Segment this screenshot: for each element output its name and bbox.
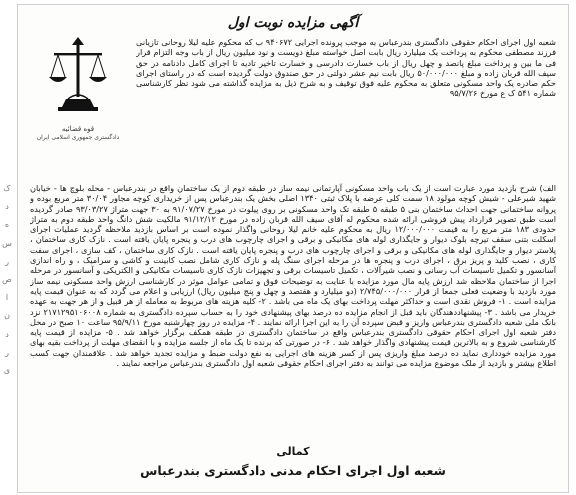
margin-char: ی — [3, 365, 11, 375]
emblem-department-label: دادگستری جمهوری اسلامی ایران — [36, 134, 120, 141]
emblem-court-label: قوه قضائیه — [61, 125, 95, 133]
notice-paragraph-details: الف) شرح بازدید مورد عبارت است از یک باب واحد مسکونی آپارتمانی نیمه ساز در طبقه دوم از یک ساختمان واقع در بندرعباس - محله بلوچ ها - خیابان شهید شیرعلی - شیش کوچه مولود ۱۸ سمت کلی عرضه با پلاک ثبتی ۱۳۴۰ اصلی بخش یک بندرعباس پس از خریداری کوچه مجاور ۳۰/۰۴ متر مربع بوده و پروانه ساختمانی جهت احداث ساختمان بنی ۵ طبقه ۵ طبقه تک واحد مسکونی بر روی پیلوت در مورخ ۹۱/۰۷/۲۷ به ۳۰ جهت متراژ ۹۳/۰۳/۲۷ صادر گردیده است طبق تصویر قرارداد پیش فروشی ارائه شده محکوم له آقای سیف الله قربان زاده در مورخ ۹۱/۱۲/۱۲ مالکیت شش دانگ واحد طبقه دوم به متراژ حدودی ۱۸۳ متر مربع را به قیمت ۱۲/۰۰۰/۰۰۰ ریال به محکوم علیه خانم لیلا روحانی واگذار نموده است بر اساس بازدید ملاحظه گردید عملیات اجرای اسکلت بتنی سقف تیرچه بلوک دیوار و جایگذاری لوله های مکانیکی و برقی و اجرای چارچوب های درب و پنجره پایان یافته است . نازک کاری ساختمان ، پلاستر دیوار و جایگذاری لوله های مکانیکی و برقی و اجرای چارچوب های درب و پنجره پایان یافته است . نازک کاری ساختمان ، کف سازی ، اجرای سفت کاری ، نصب کلید و پریز برق ، اجرای درب و پنجره ها در مرحله اجرای سنگ پله و نازک کاری شامل نصب کابینت و کاشی و سرامیک ، و راه اندازی آسانسور و تکمیل تاسیسات آب رسانی و نصب شیرآلات ، تکمیل تاسیسات برقی و تجهیزات نازک کاری تاسیسات مکانیکی و الکتریکی و آسانسور در مرحله اجرا از ساختمان ملاحظه شد ارزش پایه مال مورد مزایده با عنایت به توضیحات فوق و تمامی عوامل موثر در کارشناسی ارزش واحد مسکونی نیمه ساز مورد بازدید با وضعیت فعلی جمعا از قرار ۲/۷۴۵/۰۰۰/۰۰۰ (دو میلیارد و هفتصد و چهل و پنج میلیون ریال) ارزیابی و اعلام می گردد که به عنوان قیمت پایه مزایده است . ۱- فروش نقدی است و حداکثر مهلت پرداخت بهای یک ماه می باشد . ۲- کلیه هزینه های مربوط به معامله از هر قبیل و از هر جهت به عهده خریدار می باشد . ۳- پیشنهاددهندگان باید قبل از انجام مزایده ده درصد بهای پیشنهادی خود را به حساب سپرده دادگستری به شماره ۲۱۷۱۲۹۵۱۰۶۰۰۸ نزد بانک ملی شعبه دادگستری بندرعباس واریز و قبض سپرده آن را به این اجرا ارائه نمایند . ۴- مزایده در روز چهارشنبه مورخ ۹۵/۹/۱۱ ساعت ۱۰ صبح در محل دفتر شعبه اول اجرای احکام حقوقی دادگستری بندرعباس واقع در ساختمان دادگستری در طبقه همکف برگزار خواهد شد . ۵- مزایده از قیمت پایه کارشناسی شروع و به بالاترین قیمت پیشنهادی واگذار خواهد شد . ۶- در صورتی که برنده تا یک ماه از جلسه مزایده و با انقضای مهلت از پرداخت بقیه بهای مورد مزایده خودداری نماید ده درصد مبلغ واریزی پس از کسر هزینه های اجرایی به نفع دولت ضبط و مزایده تجدید خواهد شد . علاقمندان جهت کسب اطلاع بیشتر و بازدید از ملک موضوع مزایده می توانند به دفتر اجرای احکام حقوقی شعبه اول دادگستری بندرعباس مراجعه نمایند . — [30, 183, 556, 369]
notice-title: آگهی مزایده نوبت اول — [227, 15, 359, 31]
margin-char: ص — [2, 274, 12, 284]
signature-name: کمالی — [276, 445, 310, 458]
signature-office: شعبه اول اجرای احکام مدنی دادگستری بندرعباس — [140, 463, 446, 478]
notice-paragraph-intro: شعبه اول اجرای احکام حقوقی دادگستری بندرعباس به موجب پرونده اجرایی ۹۴۰۶۷۲ ب که محکوم علیه لیلا روحانی تازیانی فرزند مصطفی محکوم به پرداخت یک میلیارد ریال بابت اصل خواسته مبلغ دویست و نود میلیون ریال از باب وجه التزام قرار فی ما بین و پرداخت مبلغ پانصد و چهل ریال از باب خسارت دادرسی و خسارت تاخیر تادیه تا اجرای کامل دادنامه در حق سیف الله قربان زاده و مبلغ ۵۰/۰۰۰/۰۰۰ ریال بابت نیم عشر دولتی در حق صندوق دولت گردیده است که در راستای اجرای حکم صادره یک واحد مسکونی متعلق به محکوم علیه فوق توقیف و به شرح ذیل به مزایده گذاشته می شود نظر کارشناسی شماره ۵۴۱ ک ع مورخ ۹۵/۷/۲۶ — [136, 37, 556, 99]
margin-char: ن — [4, 311, 10, 321]
margin-char: ا — [5, 293, 9, 303]
margin-char: د — [5, 329, 9, 339]
margin-char: د — [5, 202, 9, 212]
scales-of-justice-icon — [46, 33, 110, 119]
margin-char: ر — [5, 256, 9, 266]
margin-char: س — [2, 238, 12, 248]
margin-char: ک — [3, 184, 11, 193]
margin-char: ر — [5, 347, 9, 357]
auction-notice — [17, 4, 569, 493]
margin-char: ه — [4, 220, 10, 230]
judiciary-emblem — [32, 33, 124, 151]
adjacent-column-strip — [0, 185, 14, 375]
